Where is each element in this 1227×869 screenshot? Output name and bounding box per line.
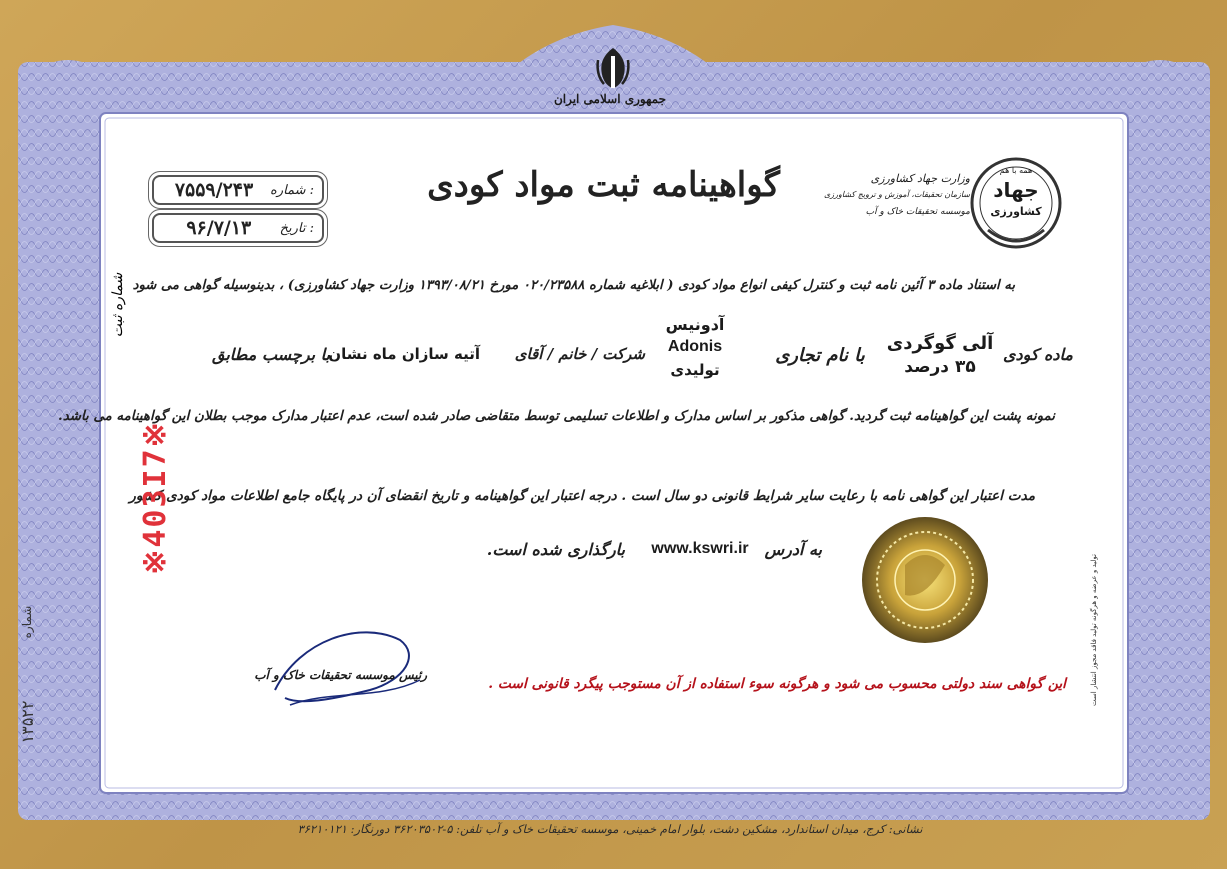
hologram-seal-icon bbox=[862, 517, 988, 643]
emblem-caption: جمهوری اسلامی ایران bbox=[553, 92, 666, 106]
website-link[interactable]: www.kswri.ir bbox=[651, 540, 749, 557]
bottom-left-label: شماره bbox=[20, 605, 34, 639]
number-value: ۷۵۵۹/۲۴۳ bbox=[174, 179, 254, 201]
logo-main-text: جهاد bbox=[993, 178, 1039, 202]
fertilizer-name: آلی گوگردی bbox=[886, 333, 994, 354]
body-line4: مدت اعتبار این گواهی نامه با رعایت سایر شرایط قانونی دو سال است . درجه اعتبار این گواهینامه و تاریخ انقضای آن در پایگاه جامع اطلاعات مواد کودی کشور bbox=[129, 488, 1035, 504]
brand-english: Adonis bbox=[667, 338, 723, 355]
brand-kind: تولیدی bbox=[670, 361, 720, 379]
body-line3: نمونه پشت این گواهینامه ثبت گردید. گواهی مذکور بر اساس مدارک و اطلاعات تسلیمی توسط متقاضی صادر شده است، عدم اعتبار مدارک موجب بطلان این گواهینامه می باشد. bbox=[58, 408, 1055, 424]
company-label: شرکت / خانم / آقای bbox=[514, 345, 645, 363]
fertilizer-percent: ۳۵ درصد bbox=[904, 357, 976, 377]
date-label: تاریخ : bbox=[279, 220, 314, 236]
brand-persian: آدونیس bbox=[665, 315, 725, 334]
date-value: ۹۶/۷/۱۳ bbox=[186, 217, 252, 239]
address-suffix: بارگذاری شده است. bbox=[486, 540, 625, 559]
ministry-line3: موسسه تحقیقات خاک و آب bbox=[865, 207, 970, 217]
trade-name-label: با نام تجاری bbox=[775, 345, 865, 366]
bottom-left-value: ۱۳۵۲۲ bbox=[18, 700, 37, 744]
company-name: آتیه سازان ماه نشان bbox=[328, 345, 480, 363]
ministry-line1: وزارت جهاد کشاورزی bbox=[870, 172, 970, 185]
signature-title: رئیس موسسه تحقیقات خاک و آب bbox=[254, 668, 427, 682]
sticker-label: با برچسب مطابق bbox=[212, 345, 330, 364]
page-title: گواهینامه ثبت مواد کودی bbox=[427, 165, 780, 205]
number-label: شماره : bbox=[270, 182, 314, 198]
number-box bbox=[152, 175, 324, 205]
body-line1: به استناد ماده ۳ آئین نامه ثبت و کنترل کیفی انواع مواد کودی ( ابلاغیه شماره ۰۲۰/۲۳۵۸۸ مورخ ۱۳۹۳/۰۸/۲۱ وزارت جهاد کشاورزی) ، بدینوسیله گواهی می شود bbox=[132, 278, 1015, 293]
logo-top-text: همه با هم bbox=[999, 166, 1033, 175]
ministry-line2: سازمان تحقیقات، آموزش و ترویج کشاورزی bbox=[823, 190, 970, 199]
date-box bbox=[152, 213, 324, 243]
registration-label: شماره ثبت bbox=[110, 272, 126, 338]
legal-warning: این گواهی سند دولتی محسوب می شود و هرگونه سوء استفاده از آن مستوجب پیگرد قانونی است . bbox=[488, 676, 1066, 692]
right-vertical-note: تولید و عرضه و هرگونه تولید فاقد مجوز انتشار است bbox=[1090, 554, 1098, 706]
footer-address: نشانی: کرج، میدان استاندارد، مشکین دشت، بلوار امام خمینی، موسسه تحقیقات خاک و آب تلفن: ۵-۳۶۲۰۳۵۰۲ دورنگار: ۳۶۲۱۰۱۲۱ bbox=[297, 822, 923, 836]
fertilizer-label: ماده کودی bbox=[1002, 345, 1073, 364]
registration-serial: ※403I7※ bbox=[138, 420, 173, 575]
logo-sub-text: کشاورزی bbox=[990, 205, 1042, 218]
address-prefix: به آدرس bbox=[764, 540, 822, 559]
